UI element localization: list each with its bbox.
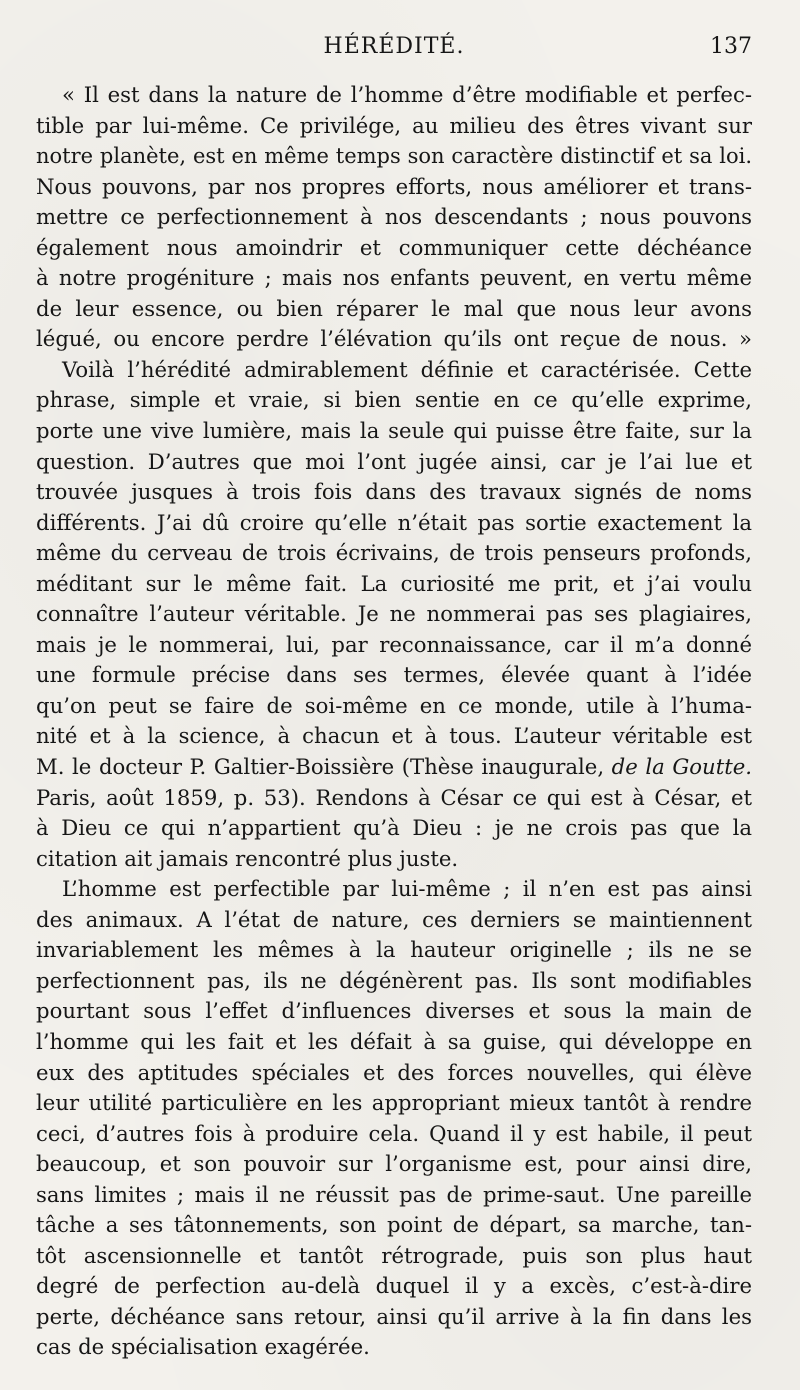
text-line — [36, 660, 752, 691]
text-line-content: L’homme est perfectible par lui-même ; il n’en est pas ainsi — [62, 876, 752, 902]
text-line — [36, 905, 752, 936]
text-line-content: citation ait jamais rencontré plus juste. — [36, 845, 459, 871]
text-line — [36, 294, 752, 325]
text-line — [36, 1058, 752, 1089]
text-line-content: différents. J’ai dû croire qu’elle n’était pas sortie exactement la — [36, 509, 752, 535]
text-line — [36, 599, 752, 630]
text-line — [36, 1332, 752, 1363]
text-line — [36, 1027, 752, 1058]
text-line — [36, 172, 752, 203]
text-line — [36, 813, 752, 844]
text-line-content: pourtant sous l’effet d’influences diverses et sous la main de — [36, 998, 752, 1024]
text-line-content: tâche a ses tâtonnements, son point de départ, sa marche, tan- — [36, 1212, 752, 1238]
text-line-content: connaître l’auteur véritable. Je ne nommerai pas ses plagiaires, — [36, 601, 752, 627]
text-line-content: à Dieu ce qui n’appartient qu’à Dieu : je ne crois pas que la — [36, 815, 752, 841]
page-number: 137 — [710, 34, 752, 59]
text-line — [36, 1210, 752, 1241]
text-line-content: qu’on peut se faire de soi-même en ce monde, utile à l’huma- — [36, 692, 752, 718]
text-line-content: invariablement les mêmes à la hauteur originelle ; ils ne se — [36, 937, 752, 963]
text-line-content: l’homme qui les fait et les défait à sa guise, qui développe en — [36, 1028, 752, 1054]
text-line — [36, 935, 752, 966]
text-line-content: méditant sur le même fait. La curiosité me prit, et j’ai voulu — [36, 570, 752, 596]
text-line — [36, 1302, 752, 1333]
text-line-content: mettre ce perfectionnement à nos descendants ; nous pouvons — [36, 204, 752, 230]
text-line — [36, 721, 752, 752]
text-line — [36, 1149, 752, 1180]
running-title: HÉRÉDITÉ. — [323, 34, 465, 59]
text-line — [36, 538, 752, 569]
text-line-content: des animaux. A l’état de nature, ces derniers se maintiennent — [36, 906, 752, 932]
text-line — [36, 783, 752, 814]
text-line-content: Paris, août 1859, p. 53). Rendons à César ce qui est à César, et — [36, 784, 752, 810]
text-line-content: mais je le nommerai, lui, par reconnaissance, car il m’a donné — [36, 631, 752, 657]
text-line-content: beaucoup, et son pouvoir sur l’organisme est, pour ainsi dire, — [36, 1151, 752, 1177]
text-line-content: leur utilité particulière en les appropriant mieux tantôt à rendre — [36, 1090, 752, 1116]
text-line-content: nité et à la science, à chacun et à tous. L’auteur véritable est — [36, 723, 752, 749]
text-line-content: cas de spécialisation exagérée. — [36, 1334, 370, 1360]
text-line-content: à notre progéniture ; mais nos enfants peuvent, en vertu même — [36, 265, 752, 291]
text-line-content: degré de perfection au-delà duquel il y a excès, c’est-à-dire — [36, 1273, 752, 1299]
text-line-content: ceci, d’autres fois à produire cela. Quand il y est habile, il peut — [36, 1120, 752, 1146]
text-line-content: question. D’autres que moi l’ont jugée ainsi, car je l’ai lue et — [36, 448, 752, 474]
text-line-content: de leur essence, ou bien réparer le mal que nous leur avons — [36, 295, 752, 321]
text-line-content: Voilà l’hérédité admirablement définie et caractérisée. Cette — [62, 356, 752, 382]
text-line — [36, 80, 752, 111]
text-line-content: perte, déchéance sans retour, ainsi qu’il arrive à la fin dans les — [36, 1303, 752, 1329]
text-line-content: notre planète, est en même temps son caractère distinctif et sa loi. — [36, 144, 752, 169]
text-line — [36, 263, 752, 294]
text-line — [36, 1088, 752, 1119]
text-line — [36, 1241, 752, 1272]
text-line — [36, 508, 752, 539]
text-line-content: phrase, simple et vraie, si bien sentie en ce qu’elle exprime, — [36, 387, 752, 413]
text-line — [36, 111, 752, 142]
text-line — [36, 141, 752, 172]
text-line — [36, 874, 752, 905]
text-line-content: porte une vive lumière, mais la seule qui puisse être faite, sur la — [36, 418, 752, 444]
body-text — [36, 80, 752, 1363]
text-line-content: M. le docteur P. Galtier-Boissière (Thèse inaugurale, — [36, 754, 612, 780]
text-line — [36, 324, 752, 355]
text-line-content: trouvée jusques à trois fois dans des travaux signés de noms — [36, 479, 752, 505]
text-line-content: également nous amoindrir et communiquer cette déchéance — [36, 234, 752, 260]
text-line — [36, 966, 752, 997]
text-line — [36, 477, 752, 508]
text-line — [36, 844, 752, 875]
text-line — [36, 385, 752, 416]
text-line-content: même du cerveau de trois écrivains, de trois penseurs profonds, — [36, 540, 752, 566]
text-line — [36, 691, 752, 722]
text-line-content: sans limites ; mais il ne réussit pas de prime-saut. Une pareille — [36, 1181, 752, 1207]
text-line — [36, 447, 752, 478]
text-line — [36, 233, 752, 264]
text-line — [36, 355, 752, 386]
italic-title: de la Goutte. — [611, 754, 752, 780]
text-line-content: eux des aptitudes spéciales et des forces nouvelles, qui élève — [36, 1059, 752, 1085]
text-line — [36, 202, 752, 233]
text-line-content: « Il est dans la nature de l’homme d’être modifiable et perfec- — [62, 82, 752, 107]
text-line — [36, 569, 752, 600]
text-line — [36, 1271, 752, 1302]
text-line-content: perfectionnent pas, ils ne dégénèrent pas. Ils sont modifiables — [36, 967, 752, 993]
text-line-content: tible par lui-même. Ce privilége, au milieu des êtres vivant sur — [36, 112, 752, 138]
text-line-content: tôt ascensionnelle et tantôt rétrograde, puis son plus haut — [36, 1242, 752, 1268]
text-line — [36, 752, 752, 783]
text-line-content: légué, ou encore perdre l’élévation qu’ils ont reçue de nous. » — [36, 326, 752, 352]
text-line — [36, 1180, 752, 1211]
text-line — [36, 416, 752, 447]
text-line — [36, 996, 752, 1027]
text-line — [36, 630, 752, 661]
page-header — [36, 30, 752, 64]
text-line — [36, 1119, 752, 1150]
text-line-content: une formule précise dans ses termes, élevée quant à l’idée — [36, 662, 752, 688]
text-line-content: Nous pouvons, par nos propres efforts, nous améliorer et trans- — [36, 173, 752, 199]
